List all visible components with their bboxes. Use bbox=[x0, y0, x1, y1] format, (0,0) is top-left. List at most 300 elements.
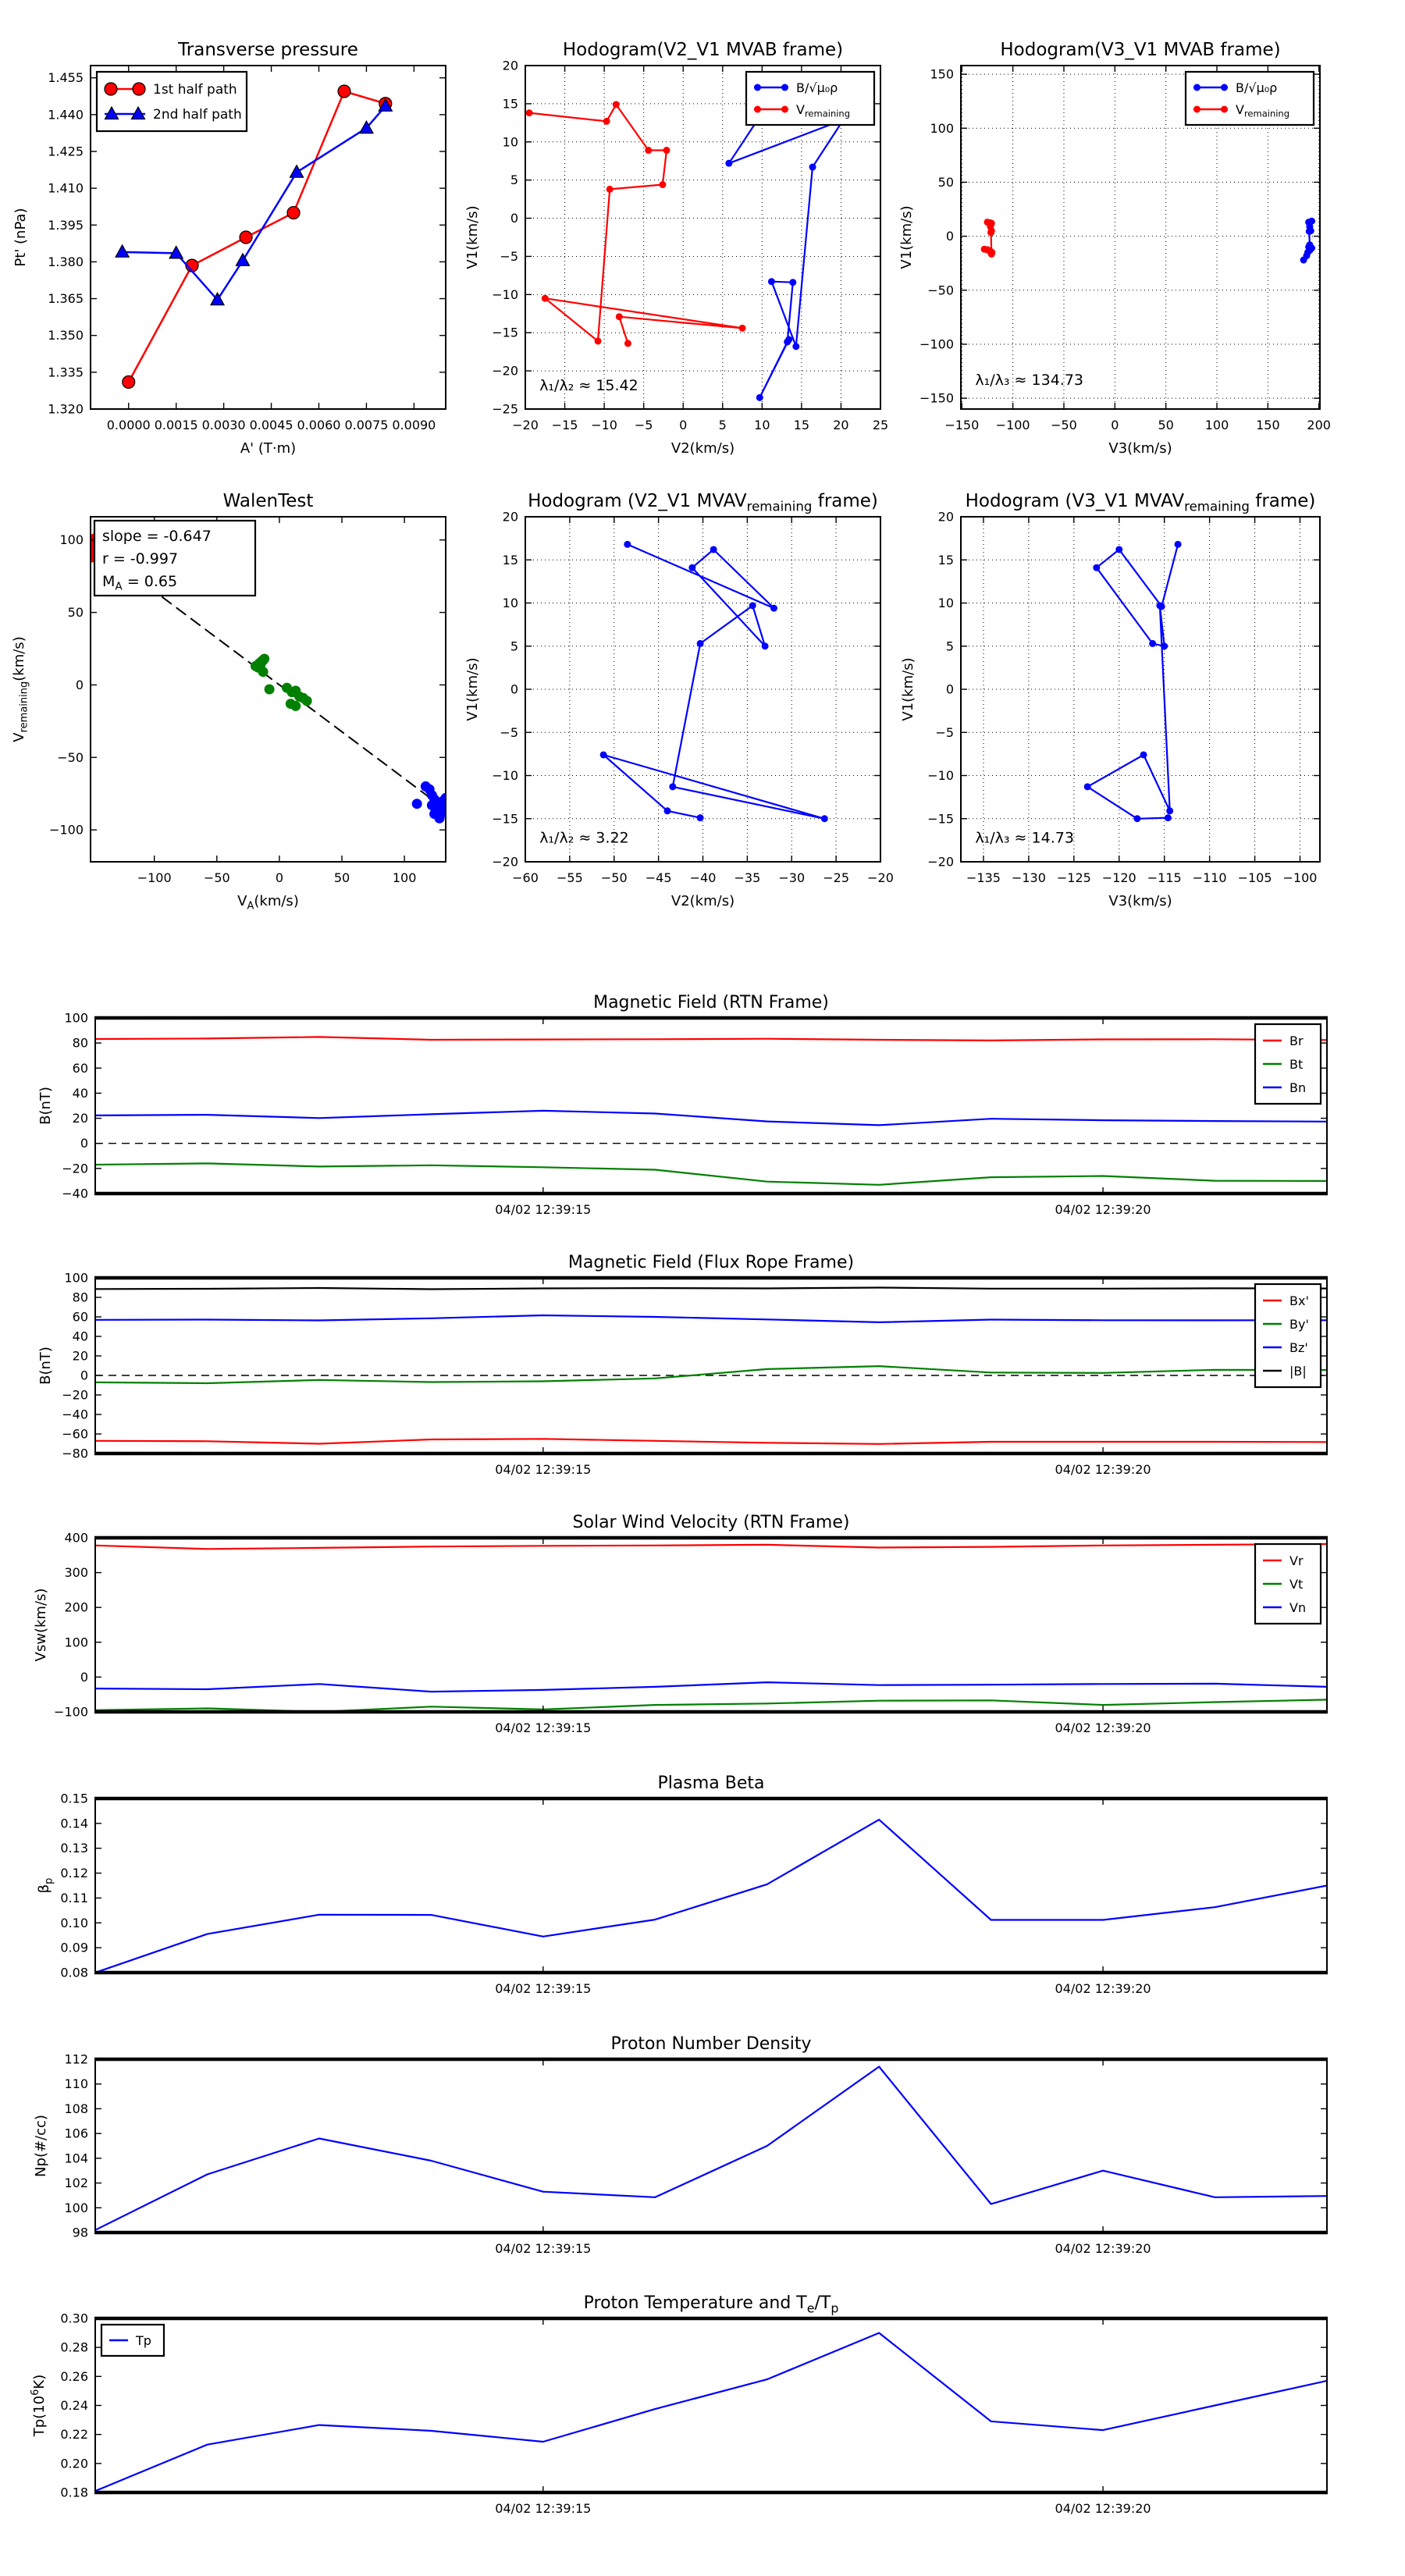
chart-plasma-beta bbox=[36, 1774, 1328, 1996]
y-tick-label: 1.365 bbox=[48, 291, 84, 307]
y-tick-label: 1.455 bbox=[48, 70, 84, 86]
legend-label: Tp bbox=[136, 2332, 151, 2348]
y-tick-label: 108 bbox=[64, 2101, 88, 2116]
y-tick-label: 40 bbox=[72, 1085, 88, 1101]
chart-hodogram-v2v1-mvav bbox=[464, 491, 894, 909]
y-tick-label: 300 bbox=[64, 1565, 88, 1581]
x-tick-label: −10 bbox=[591, 418, 617, 432]
chart-magnetic-field-rtn bbox=[37, 993, 1328, 1217]
y-tick-label: 0.12 bbox=[60, 1866, 88, 1881]
y-tick-label: 100 bbox=[59, 532, 84, 548]
marker-dot bbox=[265, 685, 275, 695]
y-tick-label: 0.20 bbox=[60, 2456, 88, 2471]
marker-dot bbox=[669, 783, 676, 790]
marker-dot bbox=[987, 229, 994, 236]
y-tick-label: 0 bbox=[80, 1368, 88, 1383]
marker-dot bbox=[258, 667, 269, 677]
marker-dot bbox=[754, 84, 761, 91]
marker-dot bbox=[688, 564, 695, 571]
y-tick-label: 10 bbox=[502, 134, 518, 150]
y-tick-label: 80 bbox=[72, 1290, 88, 1305]
marker-dot bbox=[1221, 84, 1228, 91]
x-tick-label: −20 bbox=[867, 870, 894, 885]
x-tick-label: 50 bbox=[1158, 418, 1174, 432]
chart-title: Transverse pressure bbox=[178, 40, 358, 60]
legend-label: By' bbox=[1289, 1316, 1309, 1332]
y-tick-label: 0.14 bbox=[60, 1816, 88, 1831]
marker-dot bbox=[439, 807, 450, 817]
y-tick-label: 100 bbox=[64, 1010, 88, 1026]
marker-dot bbox=[789, 279, 796, 286]
y-tick-label: −40 bbox=[62, 1407, 88, 1422]
y-tick-label: 15 bbox=[502, 96, 518, 112]
marker-dot bbox=[1156, 602, 1163, 609]
marker-dot bbox=[595, 337, 602, 344]
y-axis-label: V1(km/s) bbox=[898, 205, 915, 269]
x-tick-label: 04/02 12:39:15 bbox=[495, 1462, 592, 1477]
y-axis-label: V1(km/s) bbox=[464, 657, 481, 721]
legend-label: Vn bbox=[1289, 1599, 1307, 1615]
y-tick-label: 5 bbox=[510, 639, 518, 654]
y-tick-label: 20 bbox=[502, 58, 518, 73]
chart-title: Solar Wind Velocity (RTN Frame) bbox=[572, 1513, 850, 1532]
y-tick-label: −20 bbox=[492, 363, 518, 379]
annotation: λ₁/λ₂ ≈ 3.22 bbox=[539, 829, 629, 847]
x-tick-label: 04/02 12:39:20 bbox=[1055, 1981, 1151, 1996]
x-tick-label: 20 bbox=[833, 418, 849, 432]
y-tick-label: −15 bbox=[927, 811, 954, 827]
y-tick-label: 0.15 bbox=[60, 1791, 88, 1806]
y-tick-label: 1.410 bbox=[48, 180, 84, 196]
legend-label: Vr bbox=[1289, 1553, 1304, 1568]
marker-circle bbox=[240, 231, 252, 244]
marker-dot bbox=[659, 181, 666, 188]
x-tick-label: −45 bbox=[645, 870, 672, 885]
y-tick-label: −20 bbox=[62, 1161, 88, 1176]
y-tick-label: 0.18 bbox=[60, 2485, 88, 2500]
legend-label: Bt bbox=[1289, 1056, 1304, 1072]
chart-title: Magnetic Field (Flux Rope Frame) bbox=[567, 1253, 855, 1272]
marker-dot bbox=[1140, 751, 1147, 758]
x-tick-label: 04/02 12:39:15 bbox=[495, 2241, 592, 2256]
legend-label: 1st half path bbox=[153, 82, 237, 98]
series-b-magnitude bbox=[95, 1288, 1327, 1290]
marker-circle bbox=[123, 375, 135, 388]
y-tick-label: 40 bbox=[72, 1329, 88, 1344]
y-tick-label: 20 bbox=[502, 509, 518, 525]
y-axis-label: V1(km/s) bbox=[900, 657, 916, 721]
y-tick-label: 60 bbox=[72, 1309, 88, 1325]
y-tick-label: −80 bbox=[62, 1446, 88, 1461]
legend bbox=[101, 2325, 164, 2356]
marker-circle bbox=[133, 83, 145, 95]
chart-title: Proton Temperature and $T_e/T_p$ bbox=[583, 2293, 839, 2316]
marker-dot bbox=[1304, 252, 1311, 259]
y-tick-label: 400 bbox=[64, 1530, 88, 1546]
x-tick-label: 04/02 12:39:20 bbox=[1055, 2241, 1151, 2256]
y-tick-label: 0.26 bbox=[60, 2368, 88, 2384]
x-tick-label: −30 bbox=[778, 870, 806, 885]
y-tick-label: 0 bbox=[945, 229, 954, 244]
marker-dot bbox=[754, 106, 761, 113]
legend-label: B/√μ₀ρ bbox=[796, 80, 838, 95]
y-tick-label: 1.350 bbox=[48, 328, 84, 343]
marker-dot bbox=[1306, 228, 1313, 235]
marker-circle bbox=[287, 207, 300, 219]
x-tick-label: −110 bbox=[1192, 870, 1227, 885]
y-tick-label: 0.24 bbox=[60, 2398, 88, 2413]
y-tick-label: −60 bbox=[62, 1426, 88, 1442]
x-tick-label: 0.0015 bbox=[154, 418, 198, 432]
marker-dot bbox=[412, 799, 422, 809]
axes-background bbox=[95, 2318, 1327, 2492]
y-tick-label: 100 bbox=[930, 120, 954, 136]
marker-dot bbox=[697, 814, 704, 821]
x-tick-label: −105 bbox=[1237, 870, 1272, 885]
chart-title: WalenTest bbox=[222, 491, 314, 511]
marker-dot bbox=[725, 160, 732, 167]
x-tick-label: 15 bbox=[793, 418, 810, 432]
marker-dot bbox=[792, 343, 799, 350]
y-tick-label: −20 bbox=[62, 1387, 88, 1403]
y-tick-label: 0.22 bbox=[60, 2427, 88, 2443]
x-tick-label: 0.0075 bbox=[344, 418, 389, 432]
marker-dot bbox=[1149, 640, 1156, 647]
y-tick-label: 150 bbox=[930, 66, 954, 82]
y-tick-label: −50 bbox=[927, 283, 954, 298]
legend-label: Br bbox=[1289, 1033, 1304, 1048]
annotation: λ₁/λ₂ ≈ 15.42 bbox=[539, 376, 638, 394]
legend-label: Vt bbox=[1289, 1576, 1304, 1592]
y-axis-label: B(nT) bbox=[37, 1087, 54, 1125]
x-tick-label: 0 bbox=[275, 870, 284, 885]
y-tick-label: 80 bbox=[72, 1035, 88, 1051]
info-box-line: $M_A = 0.65$ bbox=[102, 573, 178, 593]
marker-dot bbox=[781, 106, 788, 113]
x-tick-label: 200 bbox=[1307, 418, 1331, 432]
y-tick-label: 0 bbox=[80, 1669, 88, 1685]
marker-dot bbox=[1093, 564, 1100, 571]
x-tick-label: 04/02 12:39:15 bbox=[495, 1202, 592, 1217]
legend-label: Bx' bbox=[1289, 1293, 1309, 1308]
marker-dot bbox=[302, 696, 312, 706]
marker-dot bbox=[616, 313, 623, 320]
marker-dot bbox=[1115, 546, 1122, 553]
marker-dot bbox=[770, 605, 777, 612]
y-tick-label: 1.380 bbox=[48, 254, 84, 269]
y-axis-label: Np(#/cc) bbox=[33, 2115, 49, 2177]
x-axis-label: V3(km/s) bbox=[1108, 893, 1172, 909]
x-tick-label: −15 bbox=[551, 418, 578, 432]
marker-dot bbox=[1166, 807, 1173, 814]
y-tick-label: 60 bbox=[72, 1060, 88, 1076]
x-axis-label: A' (T·m) bbox=[240, 440, 297, 457]
x-tick-label: −135 bbox=[966, 870, 1001, 885]
y-tick-label: −150 bbox=[919, 390, 954, 406]
x-tick-label: 150 bbox=[1256, 418, 1280, 432]
y-tick-label: −25 bbox=[492, 401, 518, 417]
marker-dot bbox=[433, 797, 443, 807]
legend-label: Bz' bbox=[1289, 1340, 1308, 1355]
marker-dot bbox=[821, 815, 828, 822]
chart-transverse-pressure bbox=[12, 40, 446, 457]
annotation: λ₁/λ₃ ≈ 134.73 bbox=[975, 372, 1084, 390]
x-tick-label: −115 bbox=[1147, 870, 1182, 885]
y-axis-label: Vsw(km/s) bbox=[33, 1588, 49, 1662]
y-axis-label: Pt' (nPa) bbox=[12, 208, 29, 267]
x-tick-label: −5 bbox=[634, 418, 653, 432]
x-tick-label: −50 bbox=[600, 870, 628, 885]
y-tick-label: 104 bbox=[64, 2151, 88, 2166]
marker-dot bbox=[1193, 84, 1200, 91]
legend-label: B/√μ₀ρ bbox=[1236, 80, 1278, 95]
y-tick-label: 0 bbox=[75, 677, 84, 692]
x-axis-label: $V_A(km/s)$ bbox=[237, 893, 299, 913]
marker-dot bbox=[768, 278, 775, 285]
y-tick-label: 1.320 bbox=[48, 401, 84, 417]
y-tick-label: 102 bbox=[64, 2176, 88, 2191]
x-tick-label: −50 bbox=[1051, 418, 1077, 432]
info-box-line: slope = -0.647 bbox=[102, 528, 212, 545]
chart-proton-number-density bbox=[33, 2034, 1328, 2256]
info-box-line: r = -0.997 bbox=[102, 550, 179, 568]
y-tick-label: 0.11 bbox=[60, 1890, 88, 1905]
y-tick-label: 100 bbox=[64, 2200, 88, 2215]
marker-dot bbox=[1221, 106, 1228, 113]
y-tick-label: 5 bbox=[945, 639, 954, 654]
x-tick-label: −125 bbox=[1056, 870, 1091, 885]
y-tick-label: 20 bbox=[72, 1111, 88, 1126]
marker-dot bbox=[1084, 783, 1091, 790]
y-tick-label: 50 bbox=[67, 605, 84, 621]
marker-dot bbox=[1165, 814, 1172, 821]
legend-label: Bn bbox=[1289, 1080, 1307, 1095]
y-tick-label: 0 bbox=[945, 681, 954, 697]
x-tick-label: 100 bbox=[392, 870, 417, 885]
y-tick-label: 110 bbox=[64, 2076, 88, 2092]
marker-dot bbox=[756, 394, 763, 401]
y-tick-label: 5 bbox=[510, 173, 518, 188]
x-tick-label: 50 bbox=[333, 870, 350, 885]
marker-dot bbox=[1193, 106, 1200, 113]
marker-dot bbox=[762, 642, 769, 649]
marker-dot bbox=[749, 602, 756, 609]
x-tick-label: 5 bbox=[718, 418, 727, 432]
y-axis-label: $Tp(10^6K)$ bbox=[30, 2374, 48, 2437]
y-tick-label: 0.08 bbox=[60, 1965, 88, 1980]
chart-proton-temperature bbox=[30, 2293, 1328, 2516]
y-tick-label: 0 bbox=[510, 681, 518, 697]
marker-dot bbox=[603, 118, 610, 125]
x-tick-label: −50 bbox=[203, 870, 230, 885]
x-tick-label: −150 bbox=[944, 418, 980, 432]
y-tick-label: 10 bbox=[937, 596, 954, 610]
x-axis-label: V3(km/s) bbox=[1108, 440, 1172, 457]
y-tick-label: 1.440 bbox=[48, 107, 84, 123]
legend bbox=[1255, 1544, 1321, 1624]
legend bbox=[746, 72, 874, 125]
marker-dot bbox=[600, 751, 607, 758]
y-tick-label: 100 bbox=[64, 1270, 88, 1286]
x-tick-label: −20 bbox=[512, 418, 539, 432]
y-tick-label: 20 bbox=[937, 509, 954, 525]
info-box bbox=[94, 521, 255, 596]
y-tick-label: 1.395 bbox=[48, 217, 84, 233]
x-tick-label: 04/02 12:39:20 bbox=[1055, 1462, 1151, 1477]
x-tick-label: −120 bbox=[1101, 870, 1136, 885]
x-tick-label: 04/02 12:39:20 bbox=[1055, 1720, 1151, 1735]
x-tick-label: −40 bbox=[689, 870, 717, 885]
x-tick-label: 0 bbox=[1111, 418, 1119, 432]
y-tick-label: 0.28 bbox=[60, 2339, 88, 2355]
y-tick-label: 15 bbox=[937, 552, 954, 568]
x-tick-label: 0.0060 bbox=[297, 418, 341, 432]
y-tick-label: 0.13 bbox=[60, 1841, 88, 1856]
chart-hodogram-v3v1-mvab bbox=[898, 40, 1331, 457]
x-tick-label: −130 bbox=[1011, 870, 1046, 885]
y-tick-label: −20 bbox=[492, 854, 518, 870]
chart-solar-wind-velocity-rtn bbox=[33, 1513, 1328, 1735]
y-tick-label: 15 bbox=[502, 552, 518, 568]
x-tick-label: −100 bbox=[137, 870, 172, 885]
chart-title: Hodogram (V2_V1 $MVAV_{remaining}$ frame) bbox=[528, 491, 878, 514]
x-tick-label: 0.0030 bbox=[201, 418, 246, 432]
marker-dot bbox=[781, 84, 788, 91]
marker-dot bbox=[985, 247, 992, 254]
axes-background bbox=[95, 2059, 1327, 2233]
y-tick-label: −20 bbox=[927, 854, 954, 870]
legend bbox=[1255, 1024, 1321, 1104]
marker-dot bbox=[606, 186, 614, 193]
marker-dot bbox=[697, 640, 704, 647]
y-tick-label: 0 bbox=[80, 1136, 88, 1151]
y-tick-label: −5 bbox=[935, 724, 954, 740]
y-tick-label: 50 bbox=[937, 174, 954, 190]
marker-dot bbox=[663, 147, 670, 154]
x-tick-label: 0.0045 bbox=[249, 418, 293, 432]
y-tick-label: 0.30 bbox=[60, 2311, 88, 2326]
marker-circle bbox=[338, 85, 350, 98]
y-tick-label: 0.09 bbox=[60, 1940, 88, 1955]
chart-hodogram-v3v1-mvav bbox=[900, 491, 1320, 909]
y-tick-label: −10 bbox=[492, 768, 518, 783]
x-tick-label: 04/02 12:39:15 bbox=[495, 1981, 592, 1996]
y-tick-label: 1.425 bbox=[48, 144, 84, 159]
marker-dot bbox=[1133, 815, 1140, 822]
marker-dot bbox=[710, 546, 717, 553]
chart-title: Plasma Beta bbox=[657, 1774, 765, 1793]
x-tick-label: −100 bbox=[995, 418, 1030, 432]
chart-hodogram-v2v1-mvab bbox=[464, 40, 888, 457]
marker-dot bbox=[624, 340, 631, 347]
x-tick-label: −25 bbox=[823, 870, 850, 885]
y-tick-label: −15 bbox=[492, 811, 518, 827]
x-tick-label: −55 bbox=[556, 870, 583, 885]
x-tick-label: 04/02 12:39:20 bbox=[1055, 2501, 1151, 2516]
legend-label: 2nd half path bbox=[153, 107, 242, 123]
x-tick-label: −60 bbox=[512, 870, 539, 885]
legend-label: $V_{remaining}$ bbox=[796, 101, 851, 119]
x-tick-label: 04/02 12:39:15 bbox=[495, 2501, 592, 2516]
marker-circle bbox=[105, 83, 117, 95]
marker-dot bbox=[1175, 541, 1182, 548]
annotation: λ₁/λ₃ ≈ 14.73 bbox=[975, 829, 1074, 847]
marker-dot bbox=[809, 164, 816, 171]
x-tick-label: 10 bbox=[754, 418, 770, 432]
y-tick-label: −10 bbox=[492, 286, 518, 302]
y-tick-label: 0 bbox=[510, 211, 518, 226]
marker-dot bbox=[613, 101, 620, 108]
marker-dot bbox=[645, 147, 652, 154]
y-tick-label: 112 bbox=[64, 2051, 88, 2067]
y-tick-label: −10 bbox=[927, 768, 954, 783]
chart-title: Proton Number Density bbox=[610, 2034, 812, 2054]
y-tick-label: 100 bbox=[64, 1635, 88, 1650]
legend-label: |B| bbox=[1289, 1363, 1307, 1379]
chart-title: Hodogram(V3_V1 MVAB frame) bbox=[1000, 40, 1281, 60]
y-tick-label: 10 bbox=[502, 596, 518, 610]
marker-dot bbox=[542, 295, 549, 302]
x-axis-label: V2(km/s) bbox=[670, 893, 735, 909]
legend bbox=[97, 72, 247, 131]
chart-title: Hodogram (V3_V1 $MVAV_{remaining}$ frame) bbox=[965, 491, 1316, 514]
y-tick-label: −100 bbox=[919, 336, 954, 352]
marker-dot bbox=[664, 807, 671, 814]
x-tick-label: −35 bbox=[734, 870, 761, 885]
marker-dot bbox=[624, 541, 631, 548]
y-tick-label: 0.10 bbox=[60, 1915, 88, 1930]
legend bbox=[1186, 72, 1314, 125]
y-axis-label: $\beta_p$ bbox=[36, 1877, 55, 1894]
y-tick-label: 200 bbox=[64, 1599, 88, 1615]
chart-title: Hodogram(V2_V1 MVAB frame) bbox=[562, 40, 844, 60]
legend-label: $V_{remaining}$ bbox=[1236, 101, 1290, 119]
x-axis-label: V2(km/s) bbox=[670, 440, 735, 457]
marker-dot bbox=[1161, 642, 1168, 649]
y-axis-label: B(nT) bbox=[37, 1347, 54, 1385]
x-tick-label: 100 bbox=[1204, 418, 1229, 432]
x-tick-label: 04/02 12:39:20 bbox=[1055, 1202, 1151, 1217]
y-tick-label: −15 bbox=[492, 325, 518, 340]
x-tick-label: −100 bbox=[1282, 870, 1318, 885]
x-tick-label: 0 bbox=[679, 418, 688, 432]
y-tick-label: −50 bbox=[57, 749, 84, 765]
marker-dot bbox=[785, 336, 792, 343]
y-axis-label: V1(km/s) bbox=[464, 205, 481, 269]
axes-background bbox=[95, 1799, 1327, 1973]
y-tick-label: −100 bbox=[54, 1704, 88, 1720]
x-tick-label: 0.0090 bbox=[392, 418, 436, 432]
y-tick-label: 106 bbox=[64, 2126, 88, 2141]
y-tick-label: −5 bbox=[500, 724, 518, 740]
y-tick-label: 20 bbox=[72, 1348, 88, 1364]
axes-background bbox=[95, 1278, 1327, 1453]
x-tick-label: 25 bbox=[872, 418, 889, 432]
marker-dot bbox=[290, 701, 301, 711]
y-tick-label: 98 bbox=[72, 2225, 88, 2240]
chart-title: Magnetic Field (RTN Frame) bbox=[593, 993, 829, 1012]
y-tick-label: −5 bbox=[500, 248, 518, 264]
chart-magnetic-field-flux-rope bbox=[37, 1253, 1328, 1477]
chart-walen-test bbox=[11, 491, 451, 912]
y-tick-label: −40 bbox=[62, 1186, 88, 1201]
x-tick-label: 04/02 12:39:15 bbox=[495, 1720, 592, 1735]
marker-dot bbox=[526, 109, 533, 116]
y-tick-label: 1.335 bbox=[48, 365, 84, 380]
legend bbox=[1255, 1284, 1321, 1387]
y-axis-label: $V_{remaining}(km/s)$ bbox=[11, 636, 30, 742]
axes-background bbox=[95, 1018, 1327, 1194]
